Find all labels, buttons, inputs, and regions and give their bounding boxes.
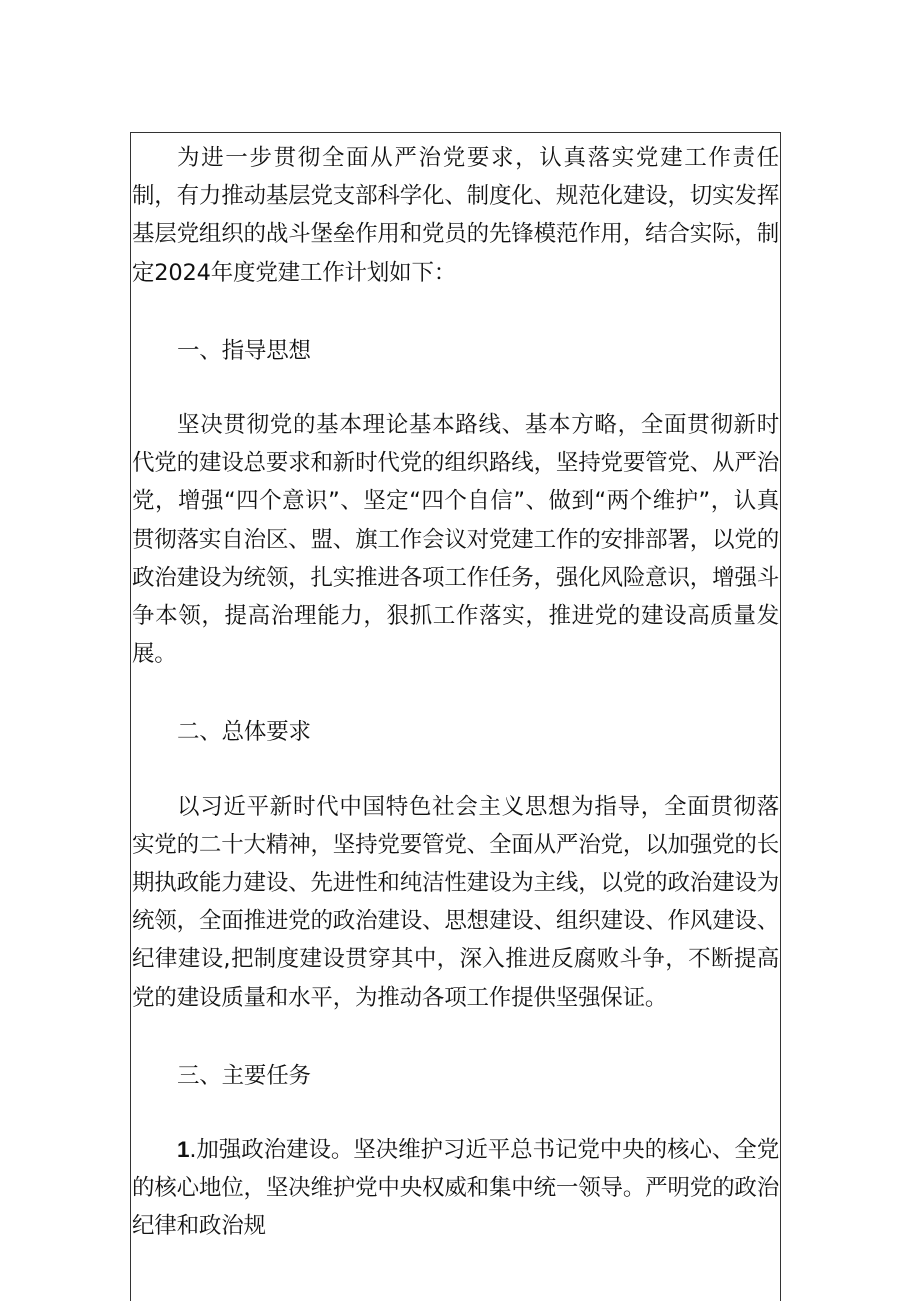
section-heading-main-tasks: 三、主要任务 <box>177 1062 311 1089</box>
section-heading-overall-requirements: 二、总体要求 <box>177 719 311 746</box>
section-heading-guiding-ideology: 一、指导思想 <box>177 337 311 364</box>
document-body <box>131 139 781 1246</box>
task-item-text: .加强政治建设。坚决维护习近平总书记党中央的核心、全党的核心地位，坚决维护党中央权威和集中统一领导。严明党的政治纪律和政治规 <box>132 1137 779 1240</box>
task-item-1 <box>131 1131 781 1246</box>
intro-paragraph: 为进一步贯彻全面从严治党要求，认真落实党建工作责任制，有力推动基层党支部科学化、制度化、规范化建设，切实发挥基层党组织的战斗堡垒作用和党员的先锋模范作用，结合实际，制定2024年度党建工作计划如下： <box>132 145 779 286</box>
task-item-number: 1 <box>177 1137 190 1163</box>
section-body-overall-requirements: 以习近平新时代中国特色社会主义思想为指导，全面贯彻落实党的二十大精神，坚持党要管党、全面从严治党，以加强党的长期执政能力建设、先进性和纯洁性建设为主线，以党的政治建设为统领，全面推进党的政治建设、思想建设、组织建设、作风建设、纪律建设,把制度建设贯穿其中，深入推进反腐败斗争，不断提高党的建设质量和水平，为推动各项工作提供坚强保证。 <box>132 793 779 1011</box>
section-body-guiding-ideology: 坚决贯彻党的基本理论基本路线、基本方略，全面贯彻新时代党的建设总要求和新时代党的组织路线，坚持党要管党、从严治党，增强“四个意识”、坚定“四个自信”、做到“两个维护”，认真贯彻落实自治区、盟、旗工作会议对党建工作的安排部署，以党的政治建设为统领，扎实推进各项工作任务，强化风险意识，增强斗争本领，提高治理能力，狠抓工作落实，推进党的建设高质量发展。 <box>132 412 779 668</box>
